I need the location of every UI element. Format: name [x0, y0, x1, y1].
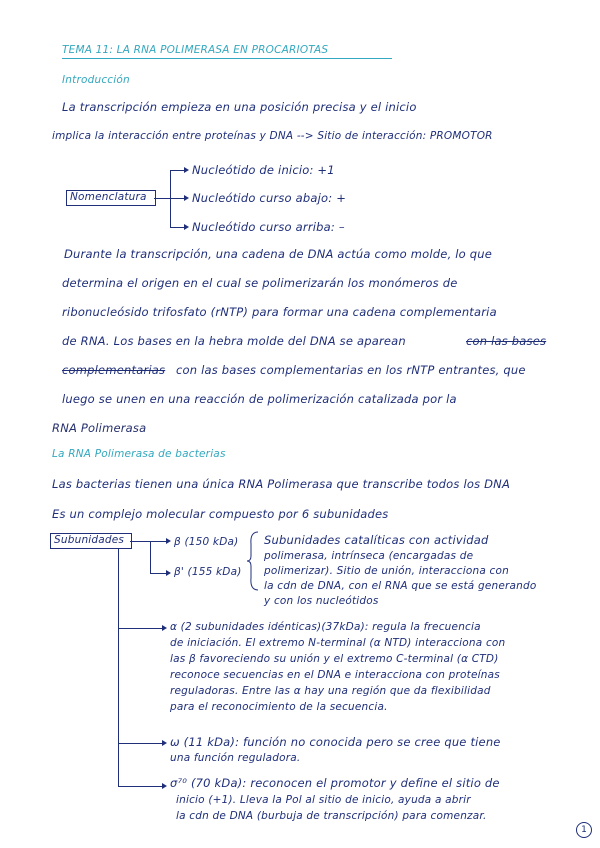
sigma-description: la cdn de DNA (burbuja de transcripción) para comenzar.	[176, 810, 487, 822]
page-title: TEMA 11: LA RNA POLIMERASA EN PROCARIOTAS	[62, 44, 329, 56]
arrow-icon	[162, 740, 167, 746]
section-heading: La RNA Polimerasa de bacterias	[52, 448, 226, 460]
intro-line: La transcripción empieza en una posición precisa y el inicio	[62, 100, 417, 114]
connector-line	[154, 198, 170, 199]
connector-line	[170, 227, 184, 228]
paragraph-line: Es un complejo molecular compuesto por 6 subunidades	[52, 507, 389, 521]
connector-line	[150, 541, 151, 573]
subunits-label: Subunidades	[54, 534, 125, 546]
strikethrough-text: complementarias	[62, 363, 166, 377]
beta-prime-subunit: β' (155 kDa)	[174, 566, 242, 578]
intro-line: implica la interacción entre proteínas y DNA --> Sitio de interacción: PROMOTOR	[52, 130, 493, 142]
beta-description: polimerasa, intrínseca (encargadas de	[264, 550, 474, 562]
brace-icon	[246, 530, 260, 592]
paragraph-line: ribonucleósido trifosfato (rNTP) para formar una cadena complementaria	[62, 305, 497, 319]
omega-description: ω (11 kDa): función no conocida pero se cree que tiene	[170, 735, 501, 749]
page-number: 1	[576, 822, 592, 838]
arrow-icon	[162, 783, 167, 789]
arrow-icon	[162, 625, 167, 631]
connector-line	[118, 548, 119, 786]
strikethrough-text: con las bases	[466, 334, 547, 348]
beta-description: polimerizar). Sitio de unión, interacciona con	[264, 565, 509, 577]
arrow-icon	[184, 195, 189, 201]
arrow-icon	[184, 224, 189, 230]
paragraph-line: luego se unen en una reacción de polimerización catalizada por la	[62, 392, 457, 406]
arrow-icon	[184, 167, 189, 173]
nomenclature-label: Nomenclatura	[70, 191, 147, 203]
connector-line	[118, 628, 162, 629]
alpha-description: reconoce secuencias en el DNA e interacciona con proteínas	[170, 669, 500, 681]
intro-heading: Introducción	[62, 74, 130, 86]
connector-line	[118, 743, 162, 744]
title-underline	[62, 58, 392, 59]
paragraph-line: con las bases complementarias en los rNTP entrantes, que	[176, 363, 526, 377]
beta-subunit: β (150 kDa)	[174, 536, 239, 548]
paragraph-line: Durante la transcripción, una cadena de DNA actúa como molde, lo que	[64, 247, 493, 261]
alpha-description: de iniciación. El extremo N-terminal (α NTD) interacciona con	[170, 637, 506, 649]
sigma-description: σ⁷⁰ (70 kDa): reconocen el promotor y define el sitio de	[170, 776, 500, 790]
arrow-icon	[166, 570, 171, 576]
connector-line	[170, 170, 184, 171]
beta-description: y con los nucleótidos	[264, 595, 379, 607]
nomenclature-item: Nucleótido curso abajo: +	[192, 191, 347, 205]
paragraph-line: Las bacterias tienen una única RNA Polimerasa que transcribe todos los DNA	[52, 477, 511, 491]
paragraph-line: RNA Polimerasa	[52, 421, 147, 435]
nomenclature-item: Nucleótido de inicio: +1	[192, 163, 335, 177]
connector-line	[150, 573, 166, 574]
omega-description: una función reguladora.	[170, 752, 301, 764]
alpha-description: para el reconocimiento de la secuencia.	[170, 701, 388, 713]
beta-description: Subunidades catalíticas con actividad	[264, 533, 489, 547]
connector-line	[170, 170, 171, 228]
alpha-description: reguladoras. Entre las α hay una región que da flexibilidad	[170, 685, 491, 697]
beta-description: la cdn de DNA, con el RNA que se está generando	[264, 580, 537, 592]
connector-line	[130, 541, 166, 542]
paragraph-line: determina el origen en el cual se polimerizarán los monómeros de	[62, 276, 458, 290]
arrow-icon	[166, 538, 171, 544]
connector-line	[118, 786, 162, 787]
nomenclature-item: Nucleótido curso arriba: –	[192, 220, 345, 234]
paragraph-line: de RNA. Los bases en la hebra molde del DNA se aparean	[62, 334, 406, 348]
alpha-description: α (2 subunidades idénticas)(37kDa): regula la frecuencia	[170, 621, 481, 633]
alpha-description: las β favoreciendo su unión y el extremo C-terminal (α CTD)	[170, 653, 499, 665]
connector-line	[170, 198, 184, 199]
sigma-description: inicio (+1). Lleva la Pol al sitio de inicio, ayuda a abrir	[176, 794, 471, 806]
